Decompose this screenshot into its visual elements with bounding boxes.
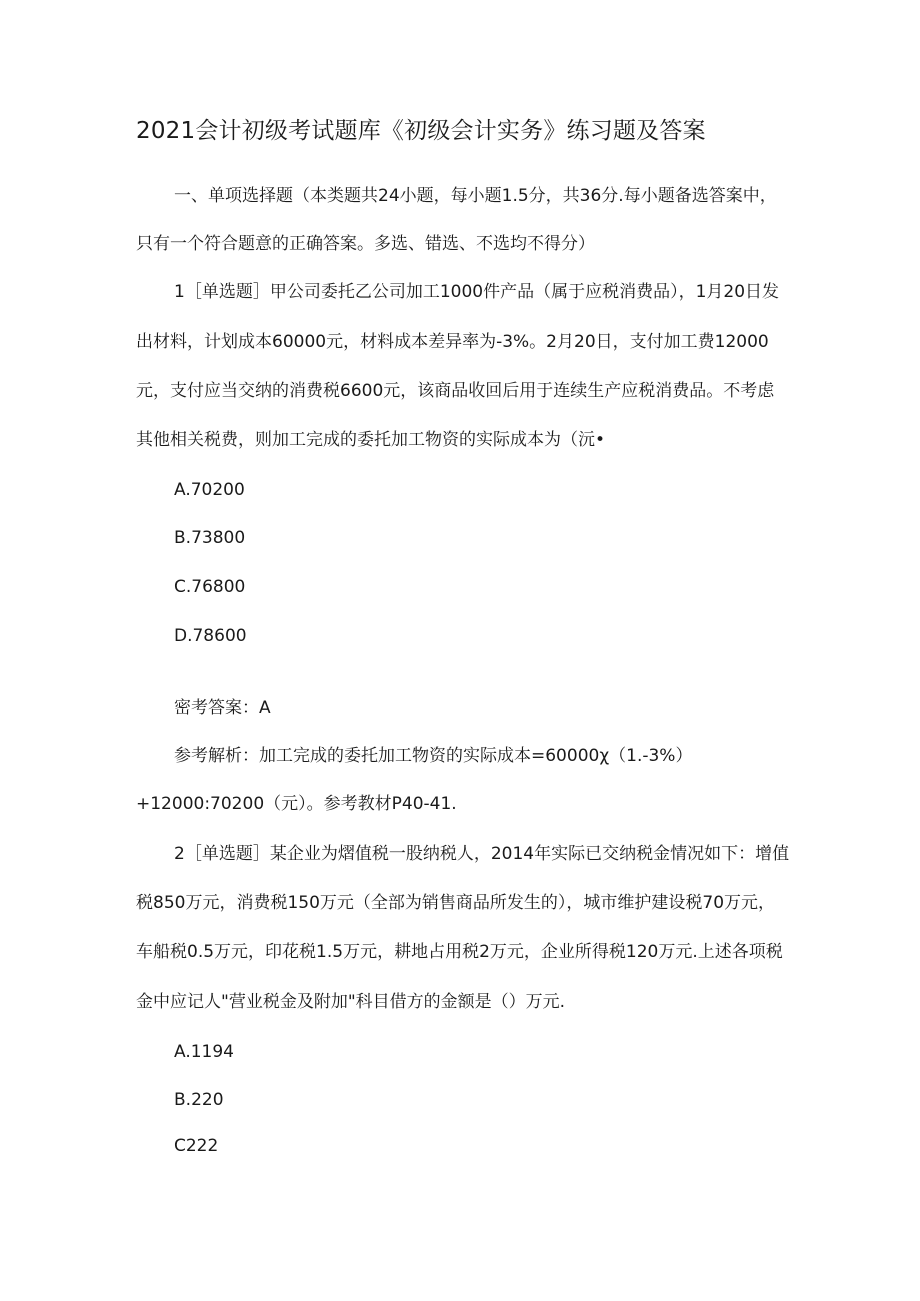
q1-answer: 密考答案：A: [174, 698, 271, 718]
q1-stem-line-3: 元，支付应当交纳的消费税6600元，该商品收回后用于连续生产应税消费品。不考虑: [136, 381, 775, 401]
q1-option-c: C.76800: [174, 577, 246, 597]
q2-stem-line-2: 税850万元，消费税150万元（全部为销售商品所发生的），城市维护建设税70万元，: [136, 893, 776, 913]
q2-option-c: C222: [174, 1136, 219, 1156]
q2-option-a: A.1194: [174, 1042, 234, 1062]
q1-option-b: B.73800: [174, 528, 246, 548]
q1-stem-line-4: 其他相关税费，则加工完成的委托加工物资的实际成本为（沅•: [136, 430, 606, 450]
q1-stem-line-1: 1［单选题］甲公司委托乙公司加工1000件产品（属于应税消费品），1月20日发: [174, 282, 780, 302]
q2-stem-line-1: 2［单选题］某企业为熠值税一股纳税人，2014年实际已交纳税金情况如下：增值: [174, 844, 790, 864]
q1-analysis-line-2: +12000:70200（元）。参考教材P40-41.: [136, 794, 457, 814]
q2-option-b: B.220: [174, 1090, 224, 1110]
section-header-line-2: 只有一个符合题意的正确答案。多选、错选、不选均不得分）: [136, 234, 595, 254]
document-title: 2021会计初级考试题库《初级会计实务》练习题及答案: [136, 118, 706, 144]
q1-option-a: A.70200: [174, 480, 245, 500]
q1-stem-line-2: 出材料，计划成本60000元，材料成本差异率为-3%。2月20日，支付加工费12000: [136, 332, 769, 352]
q1-analysis-line-1: 参考解析：加工完成的委托加工物资的实际成本=60000χ（1.-3%）: [174, 746, 693, 766]
q2-stem-line-3: 车船税0.5万元，印花税1.5万元，耕地占用税2万元，企业所得税120万元.上述各项税: [136, 942, 783, 962]
q1-option-d: D.78600: [174, 626, 247, 646]
q2-stem-line-4: 金中应记人"营业税金及附加"科目借方的金额是（）万元.: [136, 992, 566, 1012]
section-header-line-1: 一、单项选择题（本类题共24小题，每小题1.5分，共36分.每小题备选答案中，: [174, 186, 777, 206]
